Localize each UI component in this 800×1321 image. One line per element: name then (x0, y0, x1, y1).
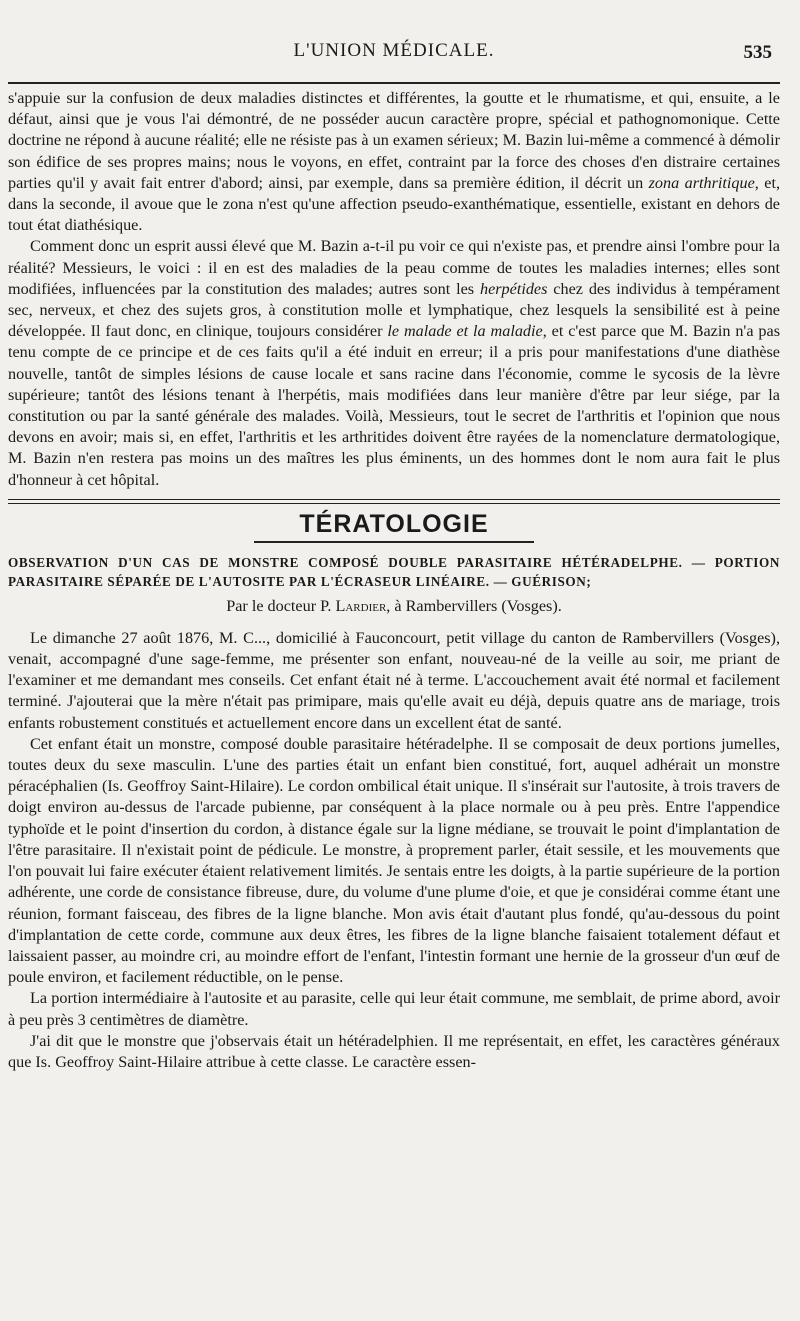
paragraph (8, 236, 780, 490)
text-run: chez des individus à tempérament sec, nerveux, et chez des sujets gros, à constitution molle et lymphatique, chez lesquels la sensibilité est à peine développée. Il faut donc, en clinique, toujours considérer (8, 279, 780, 341)
author-name: Lardier (335, 596, 387, 615)
section-title: TÉRATOLOGIE (299, 509, 489, 538)
text-run: Comment donc un esprit aussi élevé que M. Bazin a-t-il pu voir ce qui n'existe pas, et prendre ainsi l'ombre pour la réalité? Messieurs, le voici : il en est des maladies de la peau comme de toutes les maladies internes; elles sont modifiées, influencées par la constitution des malades; autres sont les (8, 237, 780, 298)
byline-suffix: , à Rambervillers (Vosges). (386, 596, 562, 615)
text-run: s'appuie sur la confusion de deux maladies distinctes et différentes, la goutte et le rhumatisme, et qui, ensuite, a le défaut, ainsi que je vous l'ai démontré, de ne posséder aucun caractère propre, spécial et pathognomonique. Cette doctrine ne répond à aucune réalité; elle ne résiste pas à un examen sérieux; M. Bazin lui-même a commencé à démolir son édifice de ses propres mains; nous le voyons, en effet, contraint par la force des choses d'en distraire certaines parties qu'il y avait fait entrer d'abord; ainsi, par exemple, dans sa première édition, il décrit un (8, 89, 780, 192)
running-title: L'UNION MÉDICALE. (293, 40, 495, 61)
article-title: OBSERVATION D'UN CAS DE MONSTRE COMPOSÉ DOUBLE PARASITAIRE HÉTÉRADELPHE. — PORTION PARASITAIRE SÉPARÉE DE L'AUTOSITE PAR L'ÉCRASEUR LINÉAIRE. — GUÉRISON; (8, 554, 780, 589)
byline-prefix: Par le docteur P. (226, 596, 336, 615)
header-rule (8, 82, 780, 84)
continued-text (8, 88, 780, 491)
italic-term: herpétides (479, 279, 548, 298)
paragraph: Cet enfant était un monstre, composé double parasitaire hétéradelphe. Il se composait de deux portions jumelles, toutes deux du sexe masculin. L'une des parties était un enfant bien constitué, fort, auquel adhérait un monstre péracéphalien (Is. Geoffroy Saint-Hilaire). Le cordon ombilical était unique. Il s'insérait sur l'autosite, à trois travers de doigt environ au-dessus de l'arcade pubienne, par conséquent à la place normale ou à peu près. Entre l'appendice typhoïde et le point d'insertion du cordon, à distance égale sur la ligne médiane, se trouvait le point d'implantation de l'être parasitaire. Il n'existait point de pédicule. Le monstre, à proprement parler, était sessile, et les mouvements que l'on pouvait lui faire exécuter étaient relativement limités. Je sentais entre les doigts, à la partie supérieure de la portion adhérente, une corde de consistance fibreuse, dure, du volume d'une plume d'oie, et que je considérai comme étant une réunion, formant faisceau, des fibres de la ligne blanche. Mon avis était d'autant plus fondé, qu'au-dessous du point d'implantation de cette corde, commune aux deux êtres, les fibres de la ligne blanche faisaient totalement défaut et laissaient passer, au moindre cri, au moindre effort de l'enfant, l'intestin formant une hernie de la grosseur d'un œuf de poule environ, et facilement réductible, on le pense. (8, 734, 780, 987)
running-head (8, 40, 780, 74)
italic-term: le malade et la maladie (387, 322, 543, 341)
paragraph: J'ai dit que le monstre que j'observais était un hétéradelphien. Il me représentait, en effet, les caractères généraux que Is. Geoffroy Saint-Hilaire attribue à cette classe. Le caractère essen- (8, 1031, 780, 1071)
paragraph: La portion intermédiaire à l'autosite et au parasite, celle qui leur était commune, me semblait, de prime abord, avoir à peu près 3 centimètres de diamètre. (8, 989, 780, 1029)
byline (8, 597, 780, 616)
text-run: , et, dans la seconde, il avoue que le zona n'est qu'une affection pseudo-exanthématique, essentielle, existant en dehors de tout état diathésique. (8, 173, 781, 235)
section-title-underline (254, 541, 534, 543)
page-number: 535 (743, 42, 772, 63)
article-body (8, 628, 780, 1073)
section-divider (8, 499, 780, 504)
paragraph (8, 88, 780, 236)
paragraph: Le dimanche 27 août 1876, M. C..., domicilié à Fauconcourt, petit village du canton de Rambervillers (Vosges), venait, accompagné d'une sage-femme, me présenter son enfant, nouveau-né de la veille au soir, me priant de l'examiner et me demandant mes conseils. Cet enfant était né à terme. L'accouchement avait été normal et facilement terminé. J'ajouterai que la mère n'était pas primipare, mais qu'elle avait eu déjà, depuis quatre ans de mariage, trois enfants robustement constitués et actuellement encore dans un excellent état de santé. (8, 628, 780, 732)
text-run: , et c'est parce que M. Bazin n'a pas tenu compte de ce principe et de ces faits qu'il a été induit en erreur; il a pris pour manifestations d'une diathèse nouvelle, tantôt de simples lésions de cause locale et sans racine dans l'économie, comme le sycosis de la lèvre supérieure; tantôt des lésions tenant à l'herpétis, mais modifiées dans leur manière d'être par leur siége, par la constitution ou par la santé générale des malades. Voilà, Messieurs, tout le secret de l'arthritis et l'opinion que nous devons en avoir; mais si, en effet, l'arthritis et les arthritides doivent être rayées de la nomenclature dermatologique, M. Bazin n'en restera pas moins un des maîtres les plus éminents, un des hommes dont le nom aura fait le plus d'honneur à cet hôpital. (8, 322, 781, 489)
italic-term: zona arthritique (648, 173, 755, 192)
